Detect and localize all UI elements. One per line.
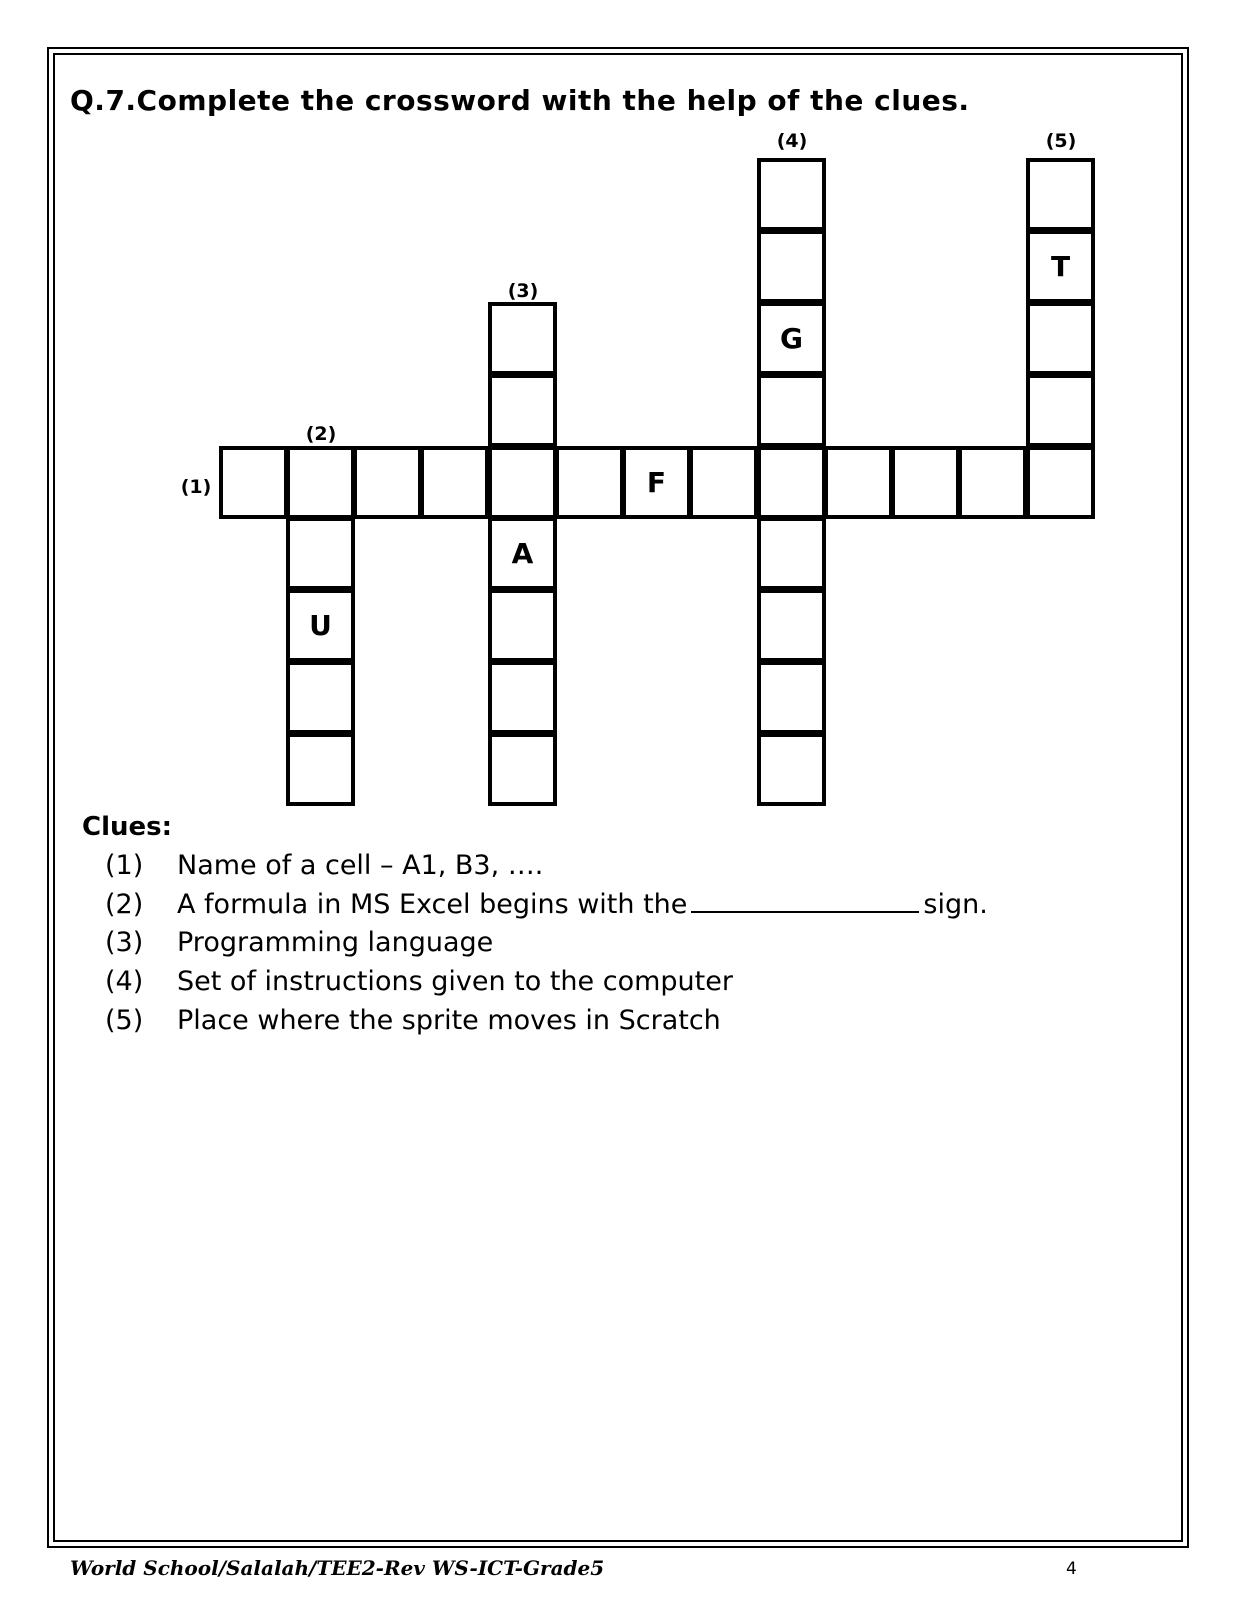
word1-cell-8[interactable] [689, 446, 758, 519]
clue-number: (1) [105, 850, 144, 881]
word4-cell-4[interactable] [757, 374, 826, 447]
clue-1 [105, 850, 543, 881]
word4-cell-2[interactable] [757, 230, 826, 303]
question-title: Q.7.Complete the crossword with the help of the clues. [70, 84, 970, 117]
page-number: 4 [1066, 1559, 1077, 1579]
word1-cell-9[interactable] [757, 446, 826, 519]
word5-cell-3[interactable] [1026, 302, 1095, 375]
word4-cell-6[interactable] [757, 517, 826, 590]
clues-heading: Clues: [82, 812, 173, 842]
word3-cell-4[interactable]: A [488, 517, 557, 590]
clue-text: Programming language [177, 927, 494, 958]
word1-cell-4[interactable] [420, 446, 489, 519]
word4-cell-9[interactable] [757, 733, 826, 806]
word3-cell-2[interactable] [488, 374, 557, 447]
footer-text: World School/Salalah/TEE2-Rev WS-ICT-Grade5 [70, 1556, 605, 1580]
word1-cell-3[interactable] [353, 446, 422, 519]
clue-4 [105, 966, 733, 997]
crossword-number-5: (5) [1045, 130, 1077, 152]
clue-number: (5) [105, 1005, 144, 1036]
word1-cell-11[interactable] [891, 446, 960, 519]
crossword-number-4: (4) [776, 130, 808, 152]
clue-number: (4) [105, 966, 144, 997]
clue-text: Set of instructions given to the computer [177, 966, 733, 997]
word5-cell-1[interactable] [1026, 158, 1095, 231]
word1-cell-5[interactable] [488, 446, 557, 519]
word1-cell-10[interactable] [824, 446, 893, 519]
word2-cell-3[interactable]: U [286, 589, 355, 662]
word1-cell-12[interactable] [958, 446, 1027, 519]
word1-cell-1[interactable] [219, 446, 288, 519]
crossword-number-1: (1) [180, 476, 212, 498]
clue-5 [105, 1005, 721, 1036]
clue-text: A formula in MS Excel begins with the [177, 889, 688, 920]
word1-cell-2[interactable] [286, 446, 355, 519]
word3-cell-5[interactable] [488, 589, 557, 662]
clue-number: (2) [105, 889, 144, 920]
clue-number: (3) [105, 927, 144, 958]
word2-cell-5[interactable] [286, 733, 355, 806]
word3-cell-7[interactable] [488, 733, 557, 806]
word3-cell-1[interactable] [488, 302, 557, 375]
word5-cell-4[interactable] [1026, 374, 1095, 447]
word4-cell-8[interactable] [757, 661, 826, 734]
crossword-number-2: (2) [305, 423, 337, 445]
word1-cell-7[interactable]: F [622, 446, 691, 519]
crossword-number-3: (3) [507, 280, 539, 302]
answer-blank[interactable] [691, 891, 919, 913]
clue-3 [105, 927, 493, 958]
word1-cell-13[interactable] [1026, 446, 1095, 519]
clue-text-end: sign. [923, 889, 988, 920]
word2-cell-2[interactable] [286, 517, 355, 590]
word4-cell-3[interactable]: G [757, 302, 826, 375]
word5-cell-2[interactable]: T [1026, 230, 1095, 303]
clue-text: Place where the sprite moves in Scratch [177, 1005, 721, 1036]
word4-cell-1[interactable] [757, 158, 826, 231]
clue-2 [105, 889, 988, 920]
word2-cell-4[interactable] [286, 661, 355, 734]
word4-cell-7[interactable] [757, 589, 826, 662]
clue-text: Name of a cell – A1, B3, …. [177, 850, 544, 881]
word1-cell-6[interactable] [555, 446, 624, 519]
word3-cell-6[interactable] [488, 661, 557, 734]
